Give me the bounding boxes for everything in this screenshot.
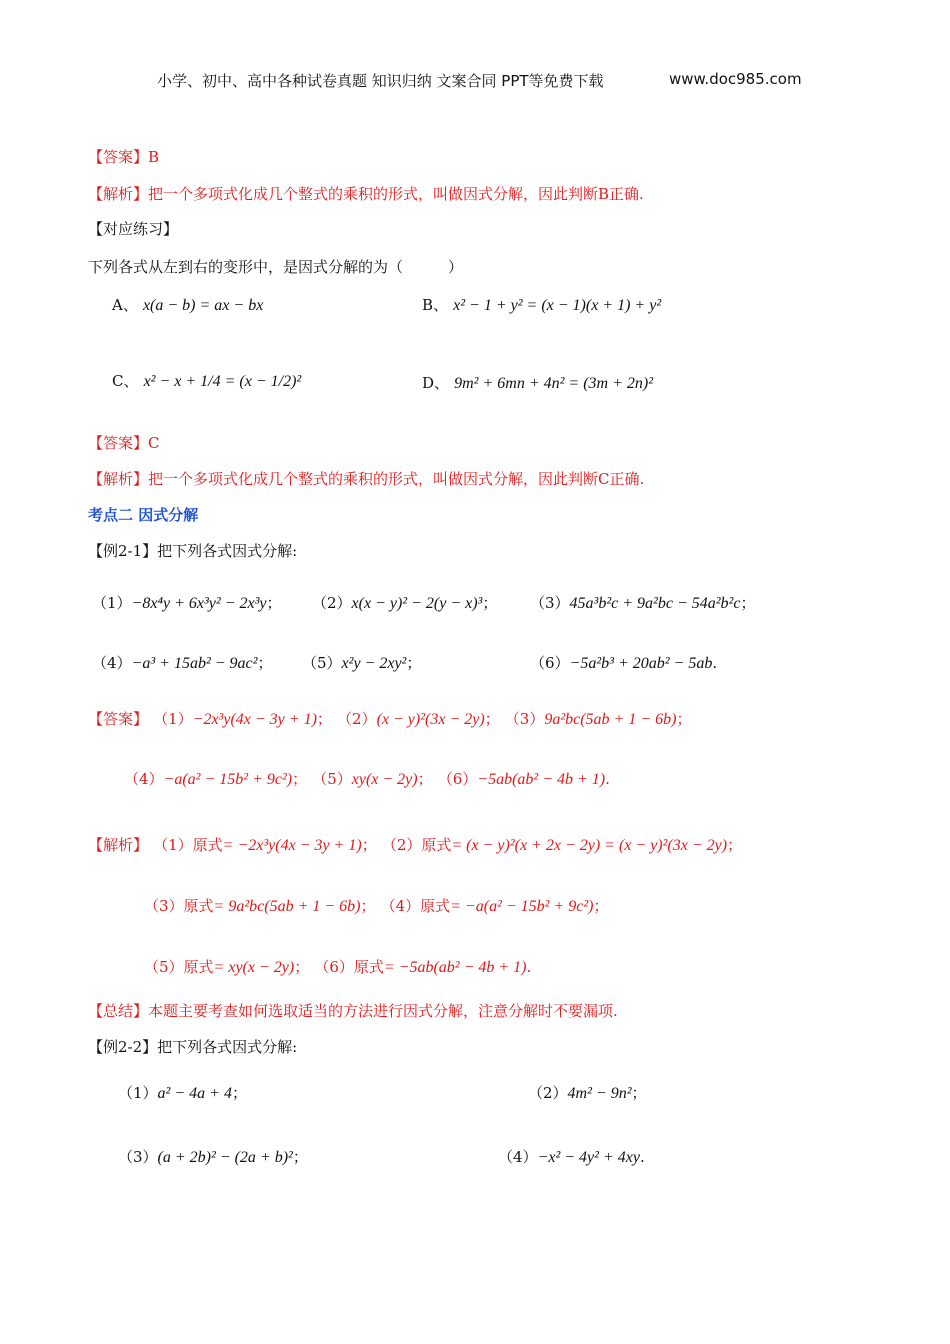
problem-4 <box>92 652 272 673</box>
item-end: . <box>712 654 718 672</box>
item-label: （5） <box>302 654 342 672</box>
item-label: （6） <box>530 654 570 672</box>
item-expr: a² − 4a + 4 <box>157 1085 232 1102</box>
problem-6 <box>530 652 717 673</box>
item-end: . <box>639 1148 645 1166</box>
example-2-1-prompt: 【例2-1】把下列各式因式分解: <box>88 542 298 560</box>
problem-2-2-3 <box>118 1146 308 1167</box>
ans-expr: −5ab(ab² − 4b + 1) <box>477 771 606 788</box>
ana-expr: = 9a²bc(5ab + 1 − 6b) <box>213 898 361 915</box>
ans-label: （1） <box>153 710 193 728</box>
option-expr: x² − 1 + y² = (x − 1)(x + 1) + y² <box>453 297 662 314</box>
analysis-b: 【解析】把一个多项式化成几个整式的乘积的形式，叫做因式分解，因此判断B正确. <box>88 185 644 203</box>
item-end: ； <box>257 654 273 672</box>
option-label: D、 <box>422 374 450 392</box>
option-expr: x(a − b) = ax − bx <box>142 297 264 314</box>
ans-label: （6） <box>437 770 478 788</box>
item-label: （3） <box>118 1148 158 1166</box>
analysis-row-2 <box>144 895 609 916</box>
problem-2-2-1 <box>118 1082 247 1103</box>
item-label: （3） <box>530 594 570 612</box>
ana-label: （4）原式 <box>380 897 451 915</box>
ans-end: ； <box>484 710 500 728</box>
problem-3 <box>530 592 755 613</box>
ans-end: ； <box>292 770 308 788</box>
ans-expr: −a(a² − 15b² + 9c²) <box>163 771 293 788</box>
problem-2 <box>312 592 497 613</box>
item-end: ； <box>266 594 282 612</box>
ana-end: ； <box>593 897 609 915</box>
analysis-row-1 <box>88 834 742 855</box>
item-expr: x²y − 2xy² <box>341 655 407 672</box>
item-expr: (a + 2b)² − (2a + b)² <box>157 1149 293 1166</box>
item-end: ； <box>740 594 756 612</box>
ana-end: . <box>526 958 532 976</box>
problem-1 <box>92 592 282 613</box>
ana-label: （2）原式 <box>381 836 452 854</box>
item-expr: −8x⁴y + 6x³y² − 2x³y <box>131 595 267 612</box>
item-expr: −a³ + 15ab² − 9ac² <box>131 655 258 672</box>
ans-end: . <box>605 770 610 788</box>
item-end: ； <box>631 1084 647 1102</box>
header-site-link[interactable]: www.doc985.com <box>669 70 802 88</box>
ans-label: （4） <box>124 770 164 788</box>
item-label: （4） <box>498 1148 538 1166</box>
item-end: ； <box>482 594 498 612</box>
answer-b: 【答案】B <box>88 148 160 166</box>
ans-expr: (x − y)²(3x − 2y) <box>376 711 485 728</box>
item-end: ； <box>406 654 422 672</box>
item-label: （1） <box>92 594 132 612</box>
answer-c: 【答案】C <box>88 434 160 452</box>
item-end: ； <box>231 1084 247 1102</box>
option-label: B、 <box>422 296 449 314</box>
problem-5 <box>302 652 421 673</box>
answer-row-2 <box>124 768 610 789</box>
answer-row-1 <box>88 708 692 729</box>
option-expr: 9m² + 6mn + 4n² = (3m + 2n)² <box>454 375 654 392</box>
ans-expr: xy(x − 2y) <box>351 771 418 788</box>
ana-expr: = (x − y)²(x + 2x − 2y) = (x − y)²(3x − 2y) <box>451 837 728 854</box>
option-d <box>422 372 653 393</box>
ana-expr: = −5ab(ab² − 4b + 1) <box>383 959 527 976</box>
ans-label: （5） <box>312 770 352 788</box>
option-label: C、 <box>112 372 139 390</box>
ana-label: （3）原式 <box>144 897 214 915</box>
analysis-label: 【解析】 <box>88 836 149 854</box>
problem-2-2-4 <box>498 1146 645 1167</box>
ana-end: ； <box>727 836 743 854</box>
item-expr: x(x − y)² − 2(y − x)³ <box>351 595 483 612</box>
header-title: 小学、初中、高中各种试卷真题 知识归纳 文案合同 PPT等免费下载 <box>157 72 604 90</box>
problem-2-2-2 <box>528 1082 647 1103</box>
analysis-row-3 <box>144 956 531 977</box>
option-expr: x² − x + 1/4 = (x − 1/2)² <box>143 373 302 390</box>
item-label: （2） <box>528 1084 568 1102</box>
option-c <box>112 370 301 391</box>
item-label: （2） <box>312 594 352 612</box>
section-heading: 考点二 因式分解 <box>88 506 199 524</box>
ana-end: ； <box>360 897 376 915</box>
ans-label: （3） <box>504 710 545 728</box>
ans-expr: 9a²bc(5ab + 1 − 6b) <box>544 711 677 728</box>
item-expr: −x² − 4y² + 4xy <box>537 1149 640 1166</box>
ana-end: ； <box>294 958 310 976</box>
summary: 【总结】本题主要考查如何选取适当的方法进行因式分解，注意分解时不要漏项. <box>88 1002 618 1020</box>
option-a <box>112 294 263 315</box>
ans-end: ； <box>316 710 332 728</box>
item-label: （4） <box>92 654 132 672</box>
ana-label: （1）原式 <box>153 836 223 854</box>
ana-expr: = xy(x − 2y) <box>213 959 295 976</box>
ans-label: （2） <box>337 710 377 728</box>
item-expr: −5a²b³ + 20ab² − 5ab <box>569 655 713 672</box>
item-label: （1） <box>118 1084 158 1102</box>
ana-expr: = −a(a² − 15b² + 9c²) <box>450 898 594 915</box>
option-b <box>422 294 661 315</box>
ana-label: （5）原式 <box>144 958 214 976</box>
practice-question: 下列各式从左到右的变形中，是因式分解的为（ ） <box>88 258 464 276</box>
ana-expr: = −2x³y(4x − 3y + 1) <box>222 837 362 854</box>
ans-end: ； <box>417 770 433 788</box>
option-label: A、 <box>112 296 138 314</box>
analysis-c: 【解析】把一个多项式化成几个整式的乘积的形式，叫做因式分解，因此判断C正确. <box>88 470 645 488</box>
item-expr: 45a³b²c + 9a²bc − 54a²b²c <box>569 595 741 612</box>
example-2-2-prompt: 【例2-2】把下列各式因式分解: <box>88 1038 298 1056</box>
answer-label: 【答案】 <box>88 710 149 728</box>
practice-heading: 【对应练习】 <box>88 220 179 238</box>
ans-end: ； <box>676 710 692 728</box>
ans-expr: −2x³y(4x − 3y + 1) <box>192 711 317 728</box>
item-end: ； <box>292 1148 308 1166</box>
ana-label: （6）原式 <box>314 958 384 976</box>
ana-end: ； <box>361 836 377 854</box>
item-expr: 4m² − 9n² <box>567 1085 632 1102</box>
